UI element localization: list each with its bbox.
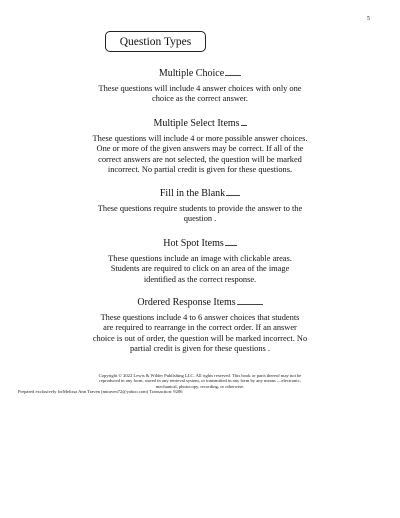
body-line: are required to rearrange in the correct order. If an answer <box>103 323 297 333</box>
page-title <box>105 31 206 52</box>
body-line: These questions include an image with clickable areas. <box>108 254 292 263</box>
section-heading-text: Multiple Choice <box>158 68 225 79</box>
body-line: These questions include 4 to 6 answer choices that students <box>100 313 300 322</box>
body-line: partial credit is given for these questions . <box>129 343 270 353</box>
copyright-line: mechanical, photocopy, recording, or otherwise. <box>155 383 245 389</box>
heading-underline <box>241 125 247 126</box>
page-title-text: Question Types <box>119 35 192 48</box>
section-body-ordered-response <box>0 313 400 354</box>
heading-underline <box>225 75 241 76</box>
section-body-multiple-select <box>0 134 400 175</box>
body-line: identified as the correct response. <box>143 274 257 284</box>
section-body-hot-spot <box>0 254 400 285</box>
body-line: One or more of the given answers may be correct. If all of the <box>96 144 304 154</box>
section-heading-multiple-choice <box>0 68 400 79</box>
body-line: question . <box>183 214 217 224</box>
page-number: 5 <box>367 16 370 22</box>
body-line: Students are required to click on an area of the image <box>110 264 290 274</box>
copyright-line: Copyright © 2022 Lewis & Wilder Publishing LLC. All rights reserved. This book or parts thereof may not be <box>98 373 302 378</box>
copyright-line: reproduced in any form, stored in any retrieval system, or transmitted in any form by any means —electronic, <box>99 378 301 384</box>
heading-underline <box>237 304 263 305</box>
section-heading-text: Multiple Select Items <box>153 118 240 129</box>
copyright-line: Prepared exclusively forMelissa Ann Traven (mtraven72@yahoo.com) Transaction: 9206 <box>18 389 183 395</box>
section-heading-text: Hot Spot Items <box>163 238 224 249</box>
section-heading-text: Fill in the Blank <box>159 188 226 199</box>
body-line: correct answers are not selected, the question will be marked <box>98 154 302 164</box>
section-heading-fill-in-the-blank <box>0 188 400 199</box>
body-line: These questions require students to provide the answer to the <box>97 204 303 213</box>
body-line: These questions will include 4 answer choices with only one <box>98 84 302 93</box>
copyright-notice <box>0 373 400 395</box>
section-heading-text: Ordered Response Items <box>137 297 236 308</box>
section-heading-hot-spot <box>0 238 400 249</box>
section-body-fill-in-the-blank <box>0 204 400 225</box>
heading-underline <box>226 195 240 196</box>
section-body-multiple-choice <box>0 84 400 105</box>
body-line: choice is out of order, the question will be marked incorrect. No <box>92 333 308 343</box>
heading-underline <box>225 245 237 246</box>
body-line: incorrect. No partial credit is given for these questions. <box>107 164 293 174</box>
section-heading-ordered-response <box>0 297 400 308</box>
body-line: choice as the correct answer. <box>151 94 249 104</box>
body-line: These questions will include 4 or more possible answer choices. <box>92 134 308 143</box>
section-heading-multiple-select <box>0 118 400 129</box>
